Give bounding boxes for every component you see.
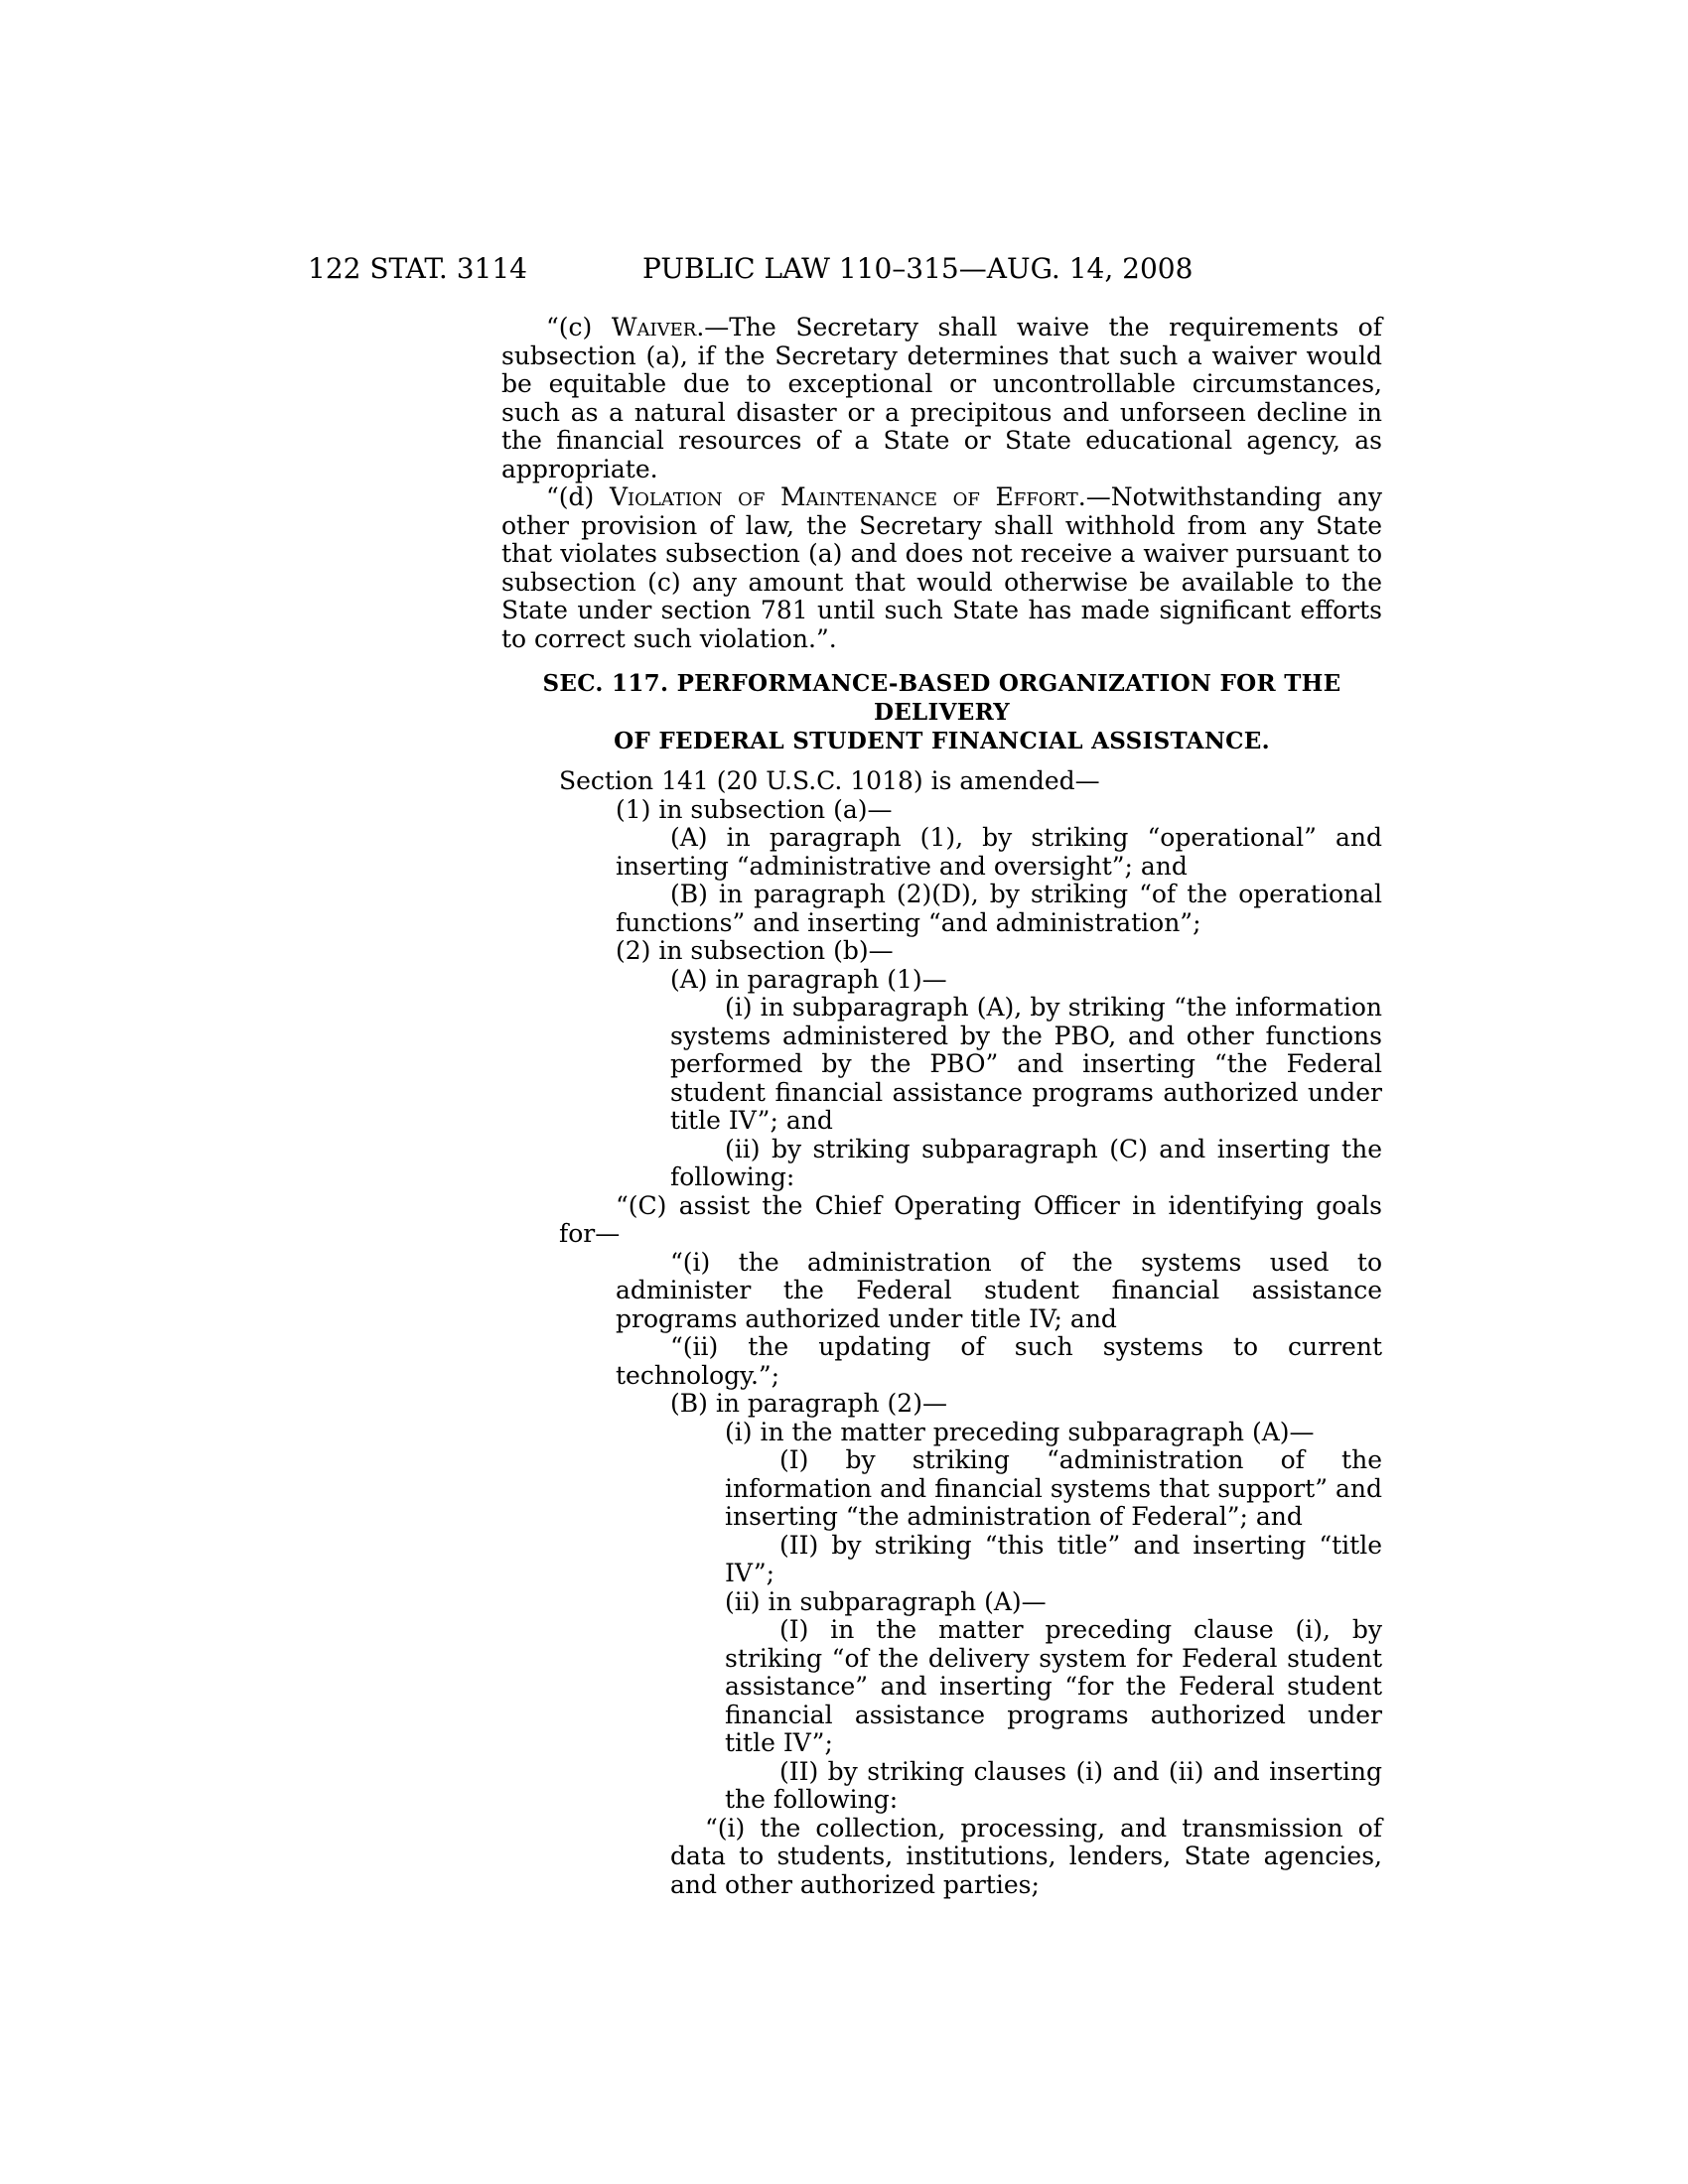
amend-1-B: (B) in paragraph (2)(D), by striking “of the operational functions” and inserting “and administration”; — [616, 880, 1382, 937]
amend-2: (2) in subsection (b)— — [616, 936, 894, 965]
amend-2-B-i: (i) in the matter preceding subparagraph (A)— — [725, 1417, 1315, 1446]
amend-1: (1) in subsection (a)— — [616, 794, 893, 824]
para-subsection-c — [501, 314, 1382, 483]
quoted-subpara-C: “(C) assist the Chief Operating Officer in identifying goals for— — [559, 1190, 1382, 1248]
quoted-C-clause-ii: “(ii) the updating of such systems to current technology.”; — [616, 1332, 1382, 1390]
text-column — [501, 314, 1382, 1899]
amend-2-B: (B) in paragraph (2)— — [670, 1389, 947, 1418]
amend-1-A: (A) in paragraph (1), by striking “operational” and inserting “administrative and oversight”; and — [616, 823, 1382, 881]
public-law-header: PUBLIC LAW 110–315—AUG. 14, 2008 — [642, 252, 1194, 285]
stat-page-number: 122 STAT. 3114 — [308, 252, 527, 285]
amend-intro: Section 141 (20 U.S.C. 1018) is amended— — [559, 766, 1100, 795]
amend-2-B-i-I: (I) by striking “administration of the information and financial systems that support” and inserting “the administration of Federal”; and — [725, 1445, 1382, 1531]
section-117-heading — [501, 669, 1382, 755]
para-subsection-d — [501, 483, 1382, 653]
quoted-C-clause-i: “(i) the administration of the systems used to administer the Federal student financial assistance programs authorized under title IV; and — [616, 1247, 1382, 1333]
para-d-prefix: “(d) — [546, 482, 610, 511]
running-header — [0, 252, 1688, 286]
amend-2-A: (A) in paragraph (1)— — [670, 964, 947, 994]
para-c-prefix: “(c) — [546, 313, 612, 341]
para-d-label: Violation of Maintenance of Effort — [609, 482, 1078, 511]
section-heading-line1: SEC. 117. PERFORMANCE-BASED ORGANIZATION FOR THE DELIVERY — [542, 670, 1341, 726]
section-heading-line2: OF FEDERAL STUDENT FINANCIAL ASSISTANCE. — [614, 728, 1270, 754]
para-d-text: .—Notwithstanding any other provision of law, the Secretary shall withhold from any State that violates subsection (a) and does not receive a waiver pursuant to subsection (c) any amount that would otherwise be available to the State under section 781 until such State has made significant efforts to correct such violation.”. — [501, 482, 1382, 653]
quoted-clause-i-collection: “(i) the collection, processing, and transmission of data to students, institutions, lenders, State agencies, and other authorized parties; — [670, 1813, 1382, 1899]
para-c-label: Waiver — [611, 313, 697, 341]
para-c-text: .—The Secretary shall waive the requirements of subsection (a), if the Secretary determines that such a waiver would be equitable due to exceptional or uncontrollable circumstances, such as a natural disaster or a precipitous and unforseen decline in the financial resources of a State or State educational agency, as appropriate. — [501, 313, 1382, 483]
amend-2-A-i: (i) in subparagraph (A), by striking “the information systems administered by the PBO, and other functions performed by the PBO” and inserting “the Federal student financial assistance programs authorized under title IV”; and — [670, 993, 1382, 1135]
amend-2-B-ii-II: (II) by striking clauses (i) and (ii) and inserting the following: — [725, 1756, 1382, 1814]
amend-2-A-ii: (ii) by striking subparagraph (C) and inserting the following: — [670, 1134, 1382, 1191]
amend-2-B-ii: (ii) in subparagraph (A)— — [725, 1586, 1047, 1616]
amend-2-B-ii-I: (I) in the matter preceding clause (i), by striking “of the delivery system for Federal student assistance” and inserting “for the Federal student financial assistance programs authorized under title IV”; — [725, 1615, 1382, 1757]
amend-2-B-i-II: (II) by striking “this title” and inserting “title IV”; — [725, 1530, 1382, 1587]
